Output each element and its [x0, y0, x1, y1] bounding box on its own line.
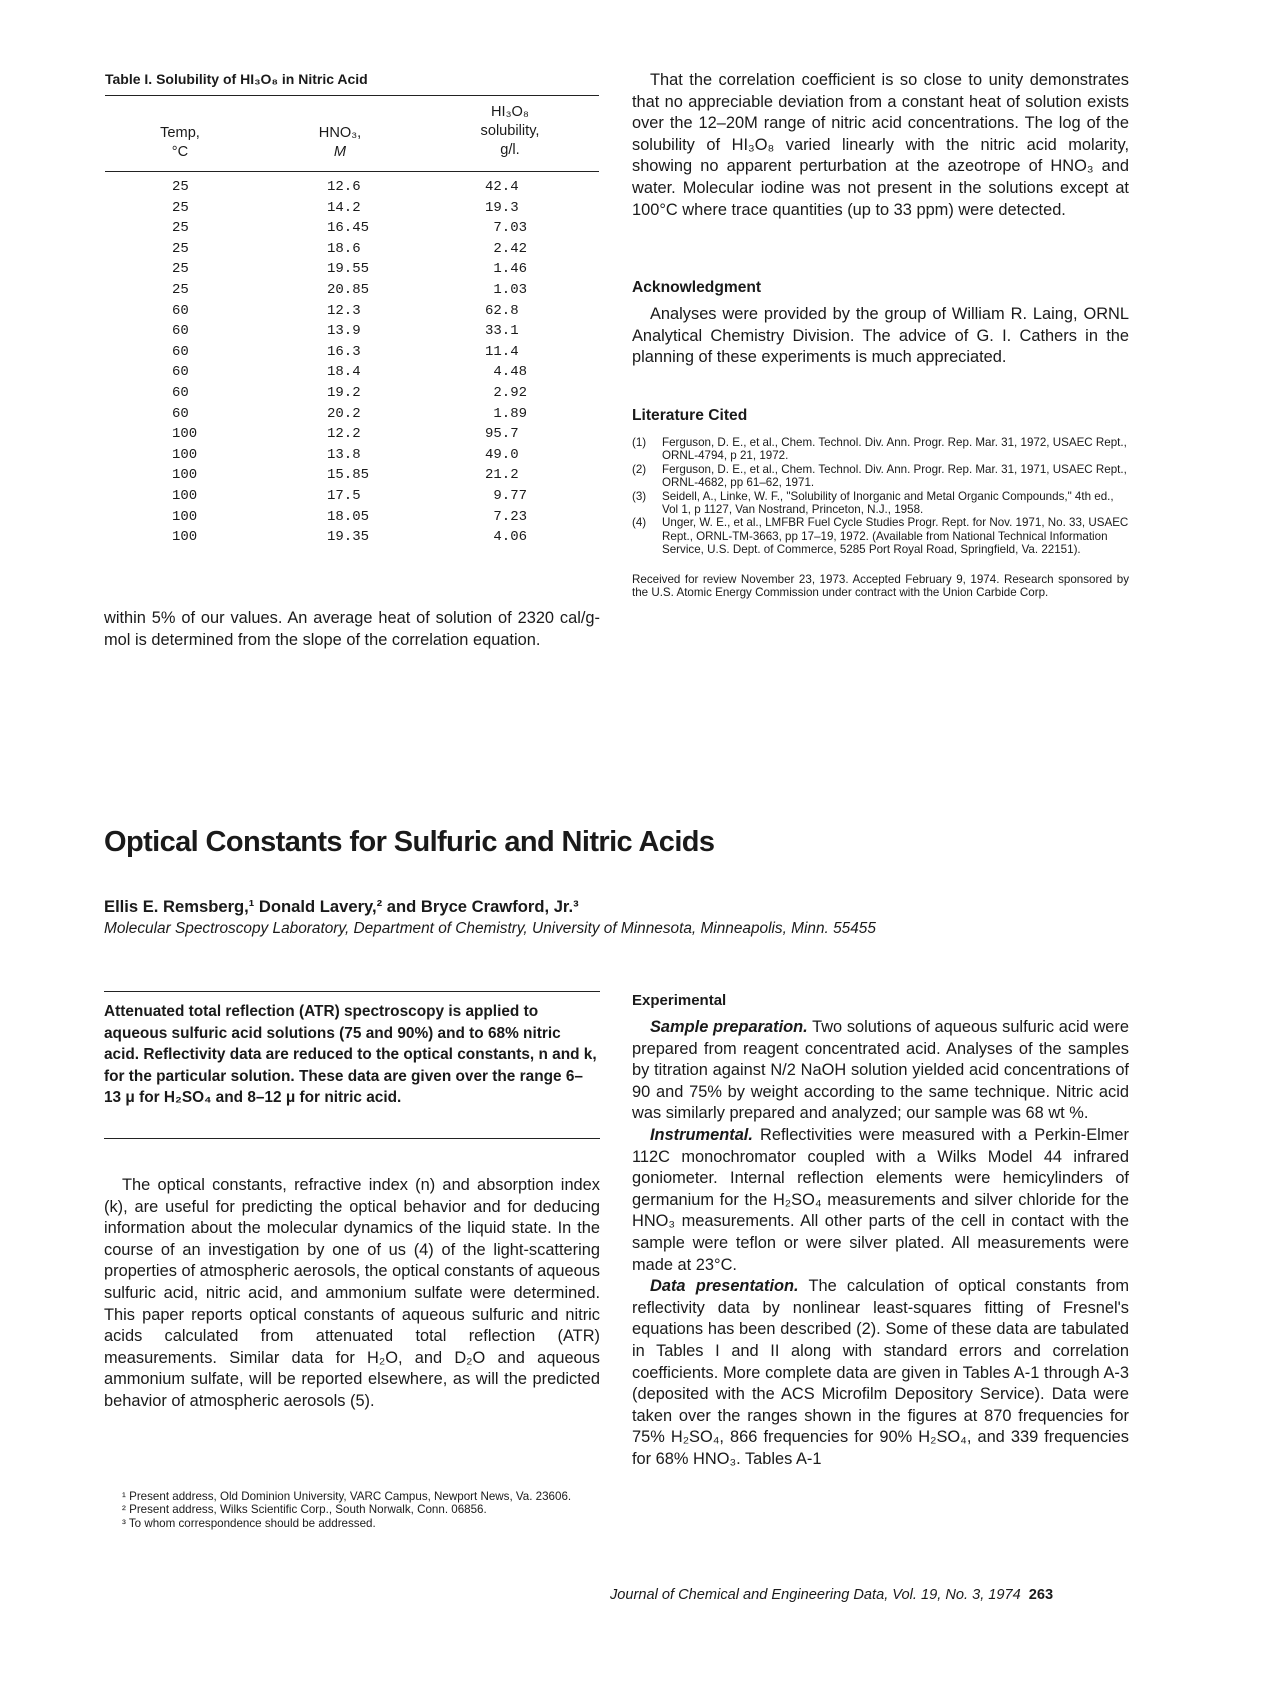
- reference-item: [632, 490, 1129, 517]
- hno3-cell: 16.45: [327, 220, 370, 237]
- temp-cell: 100: [172, 529, 198, 546]
- solubility-cell: 19.3: [485, 199, 519, 216]
- abstract-bottom-rule: [104, 1138, 600, 1139]
- hno3-cell: 14.2: [327, 199, 361, 216]
- page-footer: [610, 1587, 1053, 1603]
- hno3-cell: 19.35: [327, 529, 370, 546]
- acknowledgment-text: Analyses were provided by the group of William R. Laing, ORNL Analytical Chemistry Division. The advice of G. I. Cathers in the planning of these experiments is much appreciated.: [632, 305, 1129, 367]
- hno3-cell: 18.4: [327, 364, 361, 381]
- table-row: [105, 259, 599, 280]
- table-row: [105, 424, 599, 445]
- abstract: Attenuated total reflection (ATR) spectroscopy is applied to aqueous sulfuric acid solutions (75 and 90%) and to 68% nitric acid. Reflectivity data are reduced to the optical constants, n and k, for the particular solution. These data are given over the range 6–13 μ for H₂SO₄ and 8–12 μ for nitric acid.: [104, 1003, 597, 1107]
- table-row: [105, 239, 599, 260]
- solubility-cell: 7.23: [485, 508, 528, 525]
- table-row: [105, 342, 599, 363]
- temp-cell: 60: [172, 343, 189, 360]
- abstract-top-rule: [104, 991, 600, 992]
- solubility-cell: 1.89: [485, 405, 528, 422]
- hno3-cell: 16.3: [327, 343, 361, 360]
- table-row: [105, 321, 599, 342]
- hno3-cell: 15.85: [327, 467, 370, 484]
- table-row: [105, 445, 599, 466]
- table-title: Table I. Solubility of HI₃O₈ in Nitric Acid: [105, 71, 368, 87]
- header-temp: Temp, °C: [160, 125, 200, 160]
- reference-list: [632, 436, 1129, 557]
- hno3-cell: 19.55: [327, 261, 370, 278]
- footnote-1: ¹ Present address, Old Dominion University, VARC Campus, Newport News, Va. 23606.: [122, 1490, 572, 1503]
- solubility-cell: 9.77: [485, 487, 528, 504]
- left-continuation: within 5% of our values. An average heat of solution of 2320 cal/g-mol is determined from the slope of the correlation equation.: [104, 609, 600, 649]
- temp-cell: 25: [172, 199, 189, 216]
- solubility-cell: 4.06: [485, 529, 528, 546]
- received-note: Received for review November 23, 1973. Accepted February 9, 1974. Research sponsored by the U.S. Atomic Energy Commission under contract with the Union Carbide Corp.: [632, 572, 1129, 600]
- data-presentation-paragraph: Data presentation. The calculation of optical constants from reflectivity data by nonlinear least-squares fitting of Fresnel's equations has been described (2). Some of these data are tabulated in Tables I and II along with standard errors and correlation coefficients. More complete data are given in Tables A-1 through A-3 (deposited with the ACS Microfilm Depository Service). Data were taken over the ranges shown in the figures at 870 frequencies for 75% H₂SO₄, 866 frequencies for 90% H₂SO₄, and 339 frequencies for 68% HNO₃. Tables A-1: [632, 1277, 1129, 1468]
- right-paragraph: That the correlation coefficient is so close to unity demonstrates that no appreciable deviation from a constant heat of solution exists over the 12–20M range of nitric acid concentrations. The log of the solubility of HI₃O₈ varied linearly with the nitric acid molarity, showing no apparent perturbation at the azeotrope of HNO₃ and water. Molecular iodine was not present in the solutions except at 100°C where trace quantities (up to 33 ppm) were detected.: [632, 71, 1129, 219]
- hno3-cell: 19.2: [327, 384, 361, 401]
- footnotes: [104, 1490, 600, 1530]
- footnote-2: ² Present address, Wilks Scientific Corp., South Norwalk, Conn. 06856.: [122, 1503, 487, 1517]
- temp-cell: 60: [172, 302, 189, 319]
- solubility-cell: 2.42: [485, 240, 528, 257]
- table-row: [105, 527, 599, 548]
- reference-text: Seidell, A., Linke, W. F., "Solubility of Inorganic and Metal Organic Compounds," 4th ed., Vol 1, p 1127, Van Nostrand, Princeton, N.J., 1958.: [662, 489, 1114, 517]
- reference-text: Unger, W. E., et al., LMFBR Fuel Cycle Studies Progr. Rept. for Nov. 1971, No. 33, USAEC Rept., ORNL-TM-3663, pp 17–19, 1972. (Available from National Technical Information Service, U.S. Dept. of Commerce, 5285 Port Royal Road, Springfield, Va. 22151).: [662, 516, 1129, 557]
- temp-cell: 100: [172, 446, 198, 463]
- article-affiliation: Molecular Spectroscopy Laboratory, Department of Chemistry, University of Minnesota, Minneapolis, Minn. 55455: [104, 920, 876, 937]
- introduction: The optical constants, refractive index (n) and absorption index (k), are useful for predicting the optical behavior and for deducing information about the molecular dynamics of the liquid state. In the course of an investigation by one of us (4) of the light-scattering properties of atmospheric aerosols, the optical constants of aqueous sulfuric acid, nitric acid, and ammonium sulfate were determined. This paper reports optical constants of aqueous sulfuric and nitric acids calculated from attenuated total reflection (ATR) measurements. Similar data for H₂O, and D₂O and aqueous ammonium sulfate, will be reported elsewhere, as will the predicted behavior of atmospheric aerosols (5).: [104, 1176, 600, 1410]
- experimental-heading: Experimental: [632, 992, 727, 1009]
- solubility-cell: 49.0: [485, 446, 519, 463]
- literature-section: [632, 407, 1129, 599]
- header-solubility: HI₃O₈ solubility, g/l.: [480, 104, 540, 158]
- instrumental-paragraph: Instrumental. Reflectivities were measured with a Perkin-Elmer 112C monochromator coupled with a Wilks Model 44 infrared goniometer. Internal reflection elements were hemicylinders of germanium for the H₂SO₄ measurements and silver chloride for the HNO₃ measurements. All other parts of the cell in contact with the sample were teflon or were silver plated. All measurements were made at 23°C.: [632, 1125, 1129, 1274]
- reference-number: (3): [632, 489, 647, 503]
- journal-citation: Journal of Chemical and Engineering Data, Vol. 19, No. 3, 1974: [610, 1587, 1021, 1603]
- hno3-cell: 12.3: [327, 302, 361, 319]
- temp-cell: 25: [172, 220, 189, 237]
- table-row: [105, 301, 599, 322]
- acknowledgment-heading: Acknowledgment: [632, 279, 762, 296]
- temp-cell: 25: [172, 240, 189, 257]
- temp-cell: 100: [172, 426, 198, 443]
- solubility-cell: 42.4: [485, 179, 519, 195]
- article-authors: Ellis E. Remsberg,¹ Donald Lavery,² and Bryce Crawford, Jr.³: [104, 897, 579, 916]
- article-title: Optical Constants for Sulfuric and Nitric Acids: [104, 826, 715, 858]
- footnote-3: ³ To whom correspondence should be addressed.: [122, 1516, 376, 1530]
- solubility-cell: 21.2: [485, 467, 519, 484]
- hno3-cell: 13.9: [327, 323, 361, 340]
- table-row: [105, 362, 599, 383]
- reference-number: (1): [632, 436, 647, 449]
- table-row: [105, 198, 599, 219]
- solubility-cell: 33.1: [485, 323, 519, 340]
- solubility-cell: 7.03: [485, 220, 528, 237]
- reference-item: [632, 436, 1129, 463]
- hno3-cell: 20.2: [327, 405, 361, 422]
- table-row: [105, 383, 599, 404]
- solubility-cell: 11.4: [485, 343, 519, 360]
- page-number: 263: [1028, 1587, 1054, 1603]
- reference-text: Ferguson, D. E., et al., Chem. Technol. Div. Ann. Progr. Rep. Mar. 31, 1971, USAEC Rept., ORNL-4682, pp 61–62, 1971.: [662, 462, 1127, 490]
- acknowledgment-section: [632, 279, 1129, 369]
- table-top-rule: [105, 95, 599, 96]
- reference-text: Ferguson, D. E., et al., Chem. Technol. Div. Ann. Progr. Rep. Mar. 31, 1972, USAEC Rept., ORNL-4794, p 21, 1972.: [662, 436, 1127, 463]
- hno3-cell: 17.5: [327, 487, 361, 504]
- temp-cell: 60: [172, 364, 189, 381]
- solubility-cell: 62.8: [485, 302, 519, 319]
- temp-cell: 100: [172, 487, 198, 504]
- temp-cell: 100: [172, 467, 198, 484]
- table-row: [105, 486, 599, 507]
- hno3-cell: 18.05: [327, 508, 370, 525]
- reference-item: [632, 516, 1129, 556]
- table-row: [105, 218, 599, 239]
- sample-preparation-paragraph: Sample preparation. Two solutions of aqueous sulfuric acid were prepared from reagent concentrated acid. Analyses of the samples by titration against N/2 NaOH solution yielded acid concentrations of 90 and 75% by weight according to the same technique. Nitric acid was similarly prepared and analyzed; our sample was 68 wt %.: [632, 1018, 1129, 1123]
- reference-number: (2): [632, 462, 647, 476]
- table-row: [105, 465, 599, 486]
- table-body: [105, 177, 599, 548]
- hno3-cell: 12.6: [327, 179, 361, 195]
- temp-cell: 25: [172, 179, 189, 195]
- hno3-cell: 18.6: [327, 240, 361, 257]
- hno3-cell: 13.8: [327, 446, 361, 463]
- reference-number: (4): [632, 516, 647, 530]
- table-row: [105, 280, 599, 301]
- temp-cell: 100: [172, 508, 198, 525]
- temp-cell: 60: [172, 405, 189, 422]
- header-hno3: HNO₃, M: [318, 125, 362, 160]
- hno3-cell: 20.85: [327, 281, 370, 298]
- temp-cell: 25: [172, 261, 189, 278]
- temp-cell: 60: [172, 384, 189, 401]
- table-row: [105, 404, 599, 425]
- table-row: [105, 177, 599, 198]
- hno3-cell: 12.2: [327, 426, 361, 443]
- table-row: [105, 507, 599, 528]
- experimental-section: [632, 992, 1129, 1470]
- solubility-cell: 95.7: [485, 426, 519, 443]
- solubility-cell: 2.92: [485, 384, 528, 401]
- solubility-cell: 1.03: [485, 281, 528, 298]
- literature-heading: Literature Cited: [632, 407, 748, 424]
- solubility-cell: 4.48: [485, 364, 528, 381]
- reference-item: [632, 463, 1129, 490]
- solubility-cell: 1.46: [485, 261, 528, 278]
- temp-cell: 25: [172, 281, 189, 298]
- temp-cell: 60: [172, 323, 189, 340]
- table-header-rule: [105, 171, 599, 172]
